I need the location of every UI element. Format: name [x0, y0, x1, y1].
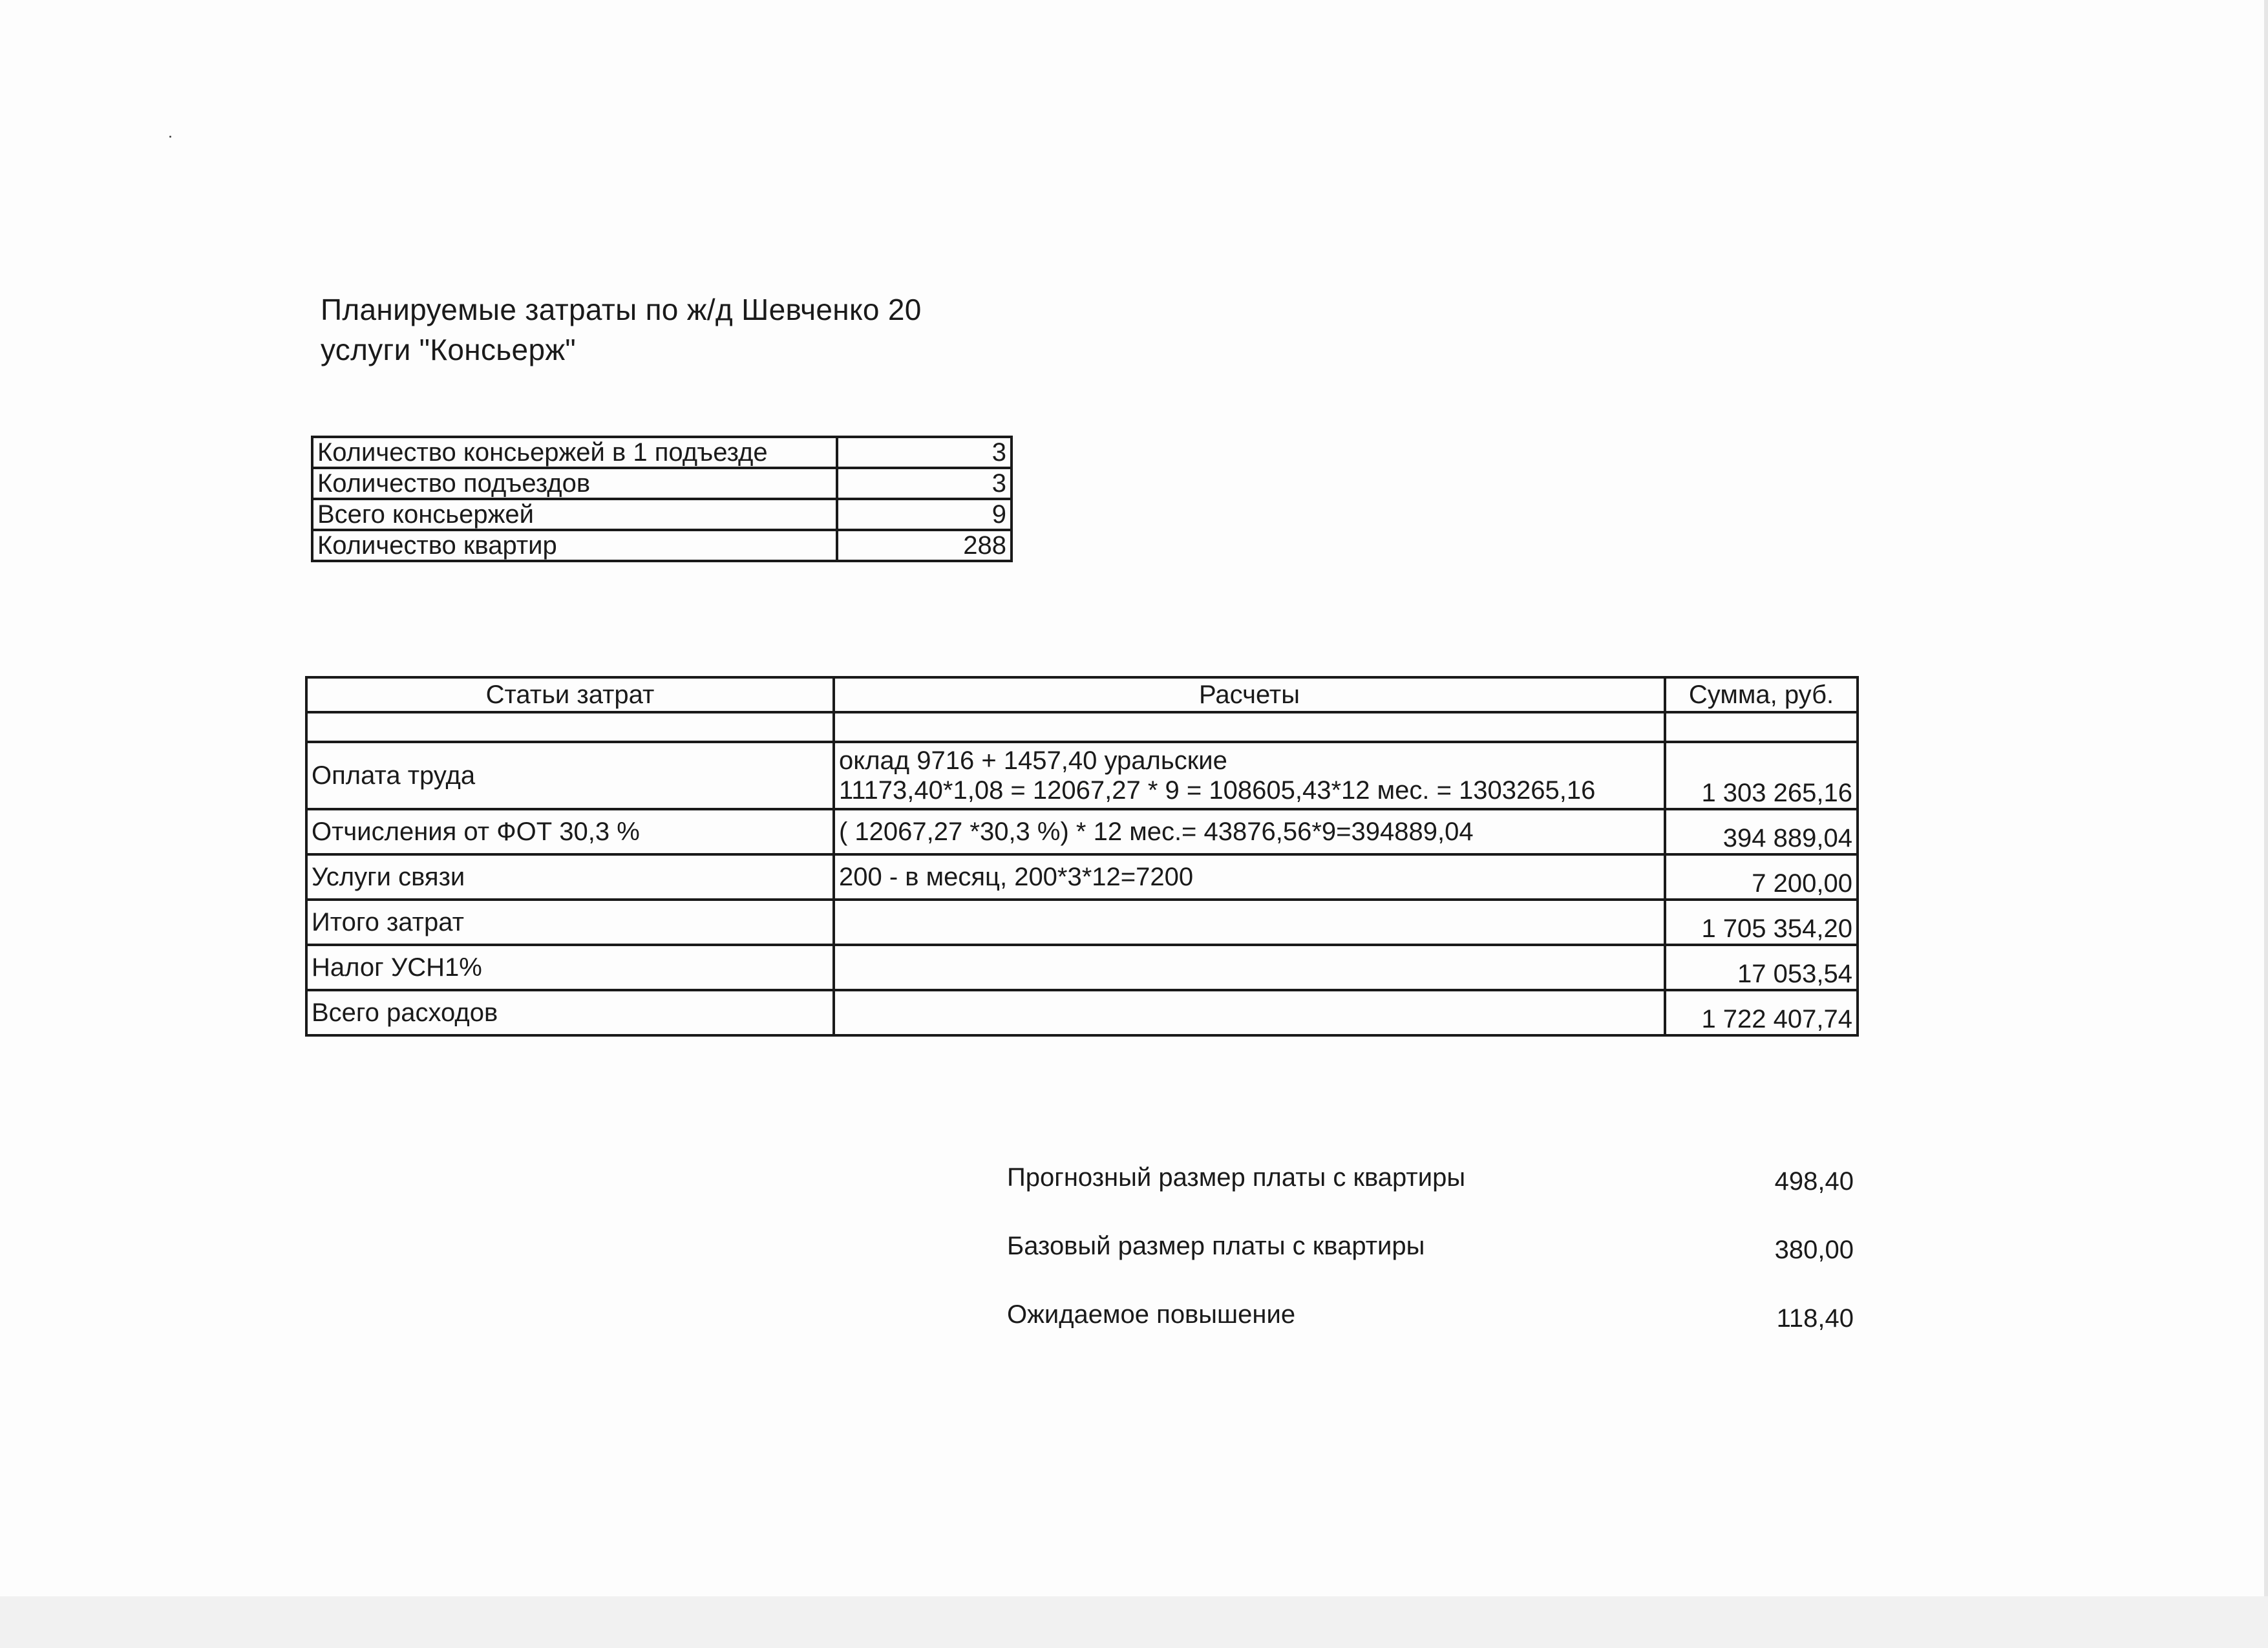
cost-calculation [834, 945, 1665, 990]
summary-label: Базовый размер платы с квартиры [1007, 1232, 1425, 1260]
cost-table [305, 676, 1859, 1037]
cost-sum: 1 722 407,74 [1665, 990, 1858, 1035]
cost-item: Оплата труда [306, 742, 834, 809]
calc-line-2: 11173,40*1,08 = 12067,27 * 9 = 108605,43*12 мес. = 1303265,16 [839, 776, 1596, 805]
cost-sum: 17 053,54 [1665, 945, 1858, 990]
page-edge-right [2264, 0, 2268, 1596]
cost-item: Налог УСН1% [306, 945, 834, 990]
cost-sum: 1 705 354,20 [1665, 900, 1858, 945]
cost-calculation [834, 742, 1665, 809]
summary-value: 380,00 [1774, 1236, 1854, 1264]
table-row [306, 945, 1858, 990]
table-row [306, 809, 1858, 854]
summary-label: Прогнозный размер платы с квартиры [1007, 1163, 1466, 1192]
table-row [306, 990, 1858, 1035]
table-row [306, 854, 1858, 900]
summary-value: 118,40 [1776, 1304, 1854, 1333]
summary-row [1007, 1300, 1854, 1369]
cost-item: Услуги связи [306, 854, 834, 900]
page-edge-bottom [0, 1596, 2268, 1648]
table-row [306, 742, 1858, 809]
cost-table-header [306, 677, 1858, 712]
summary-row [1007, 1163, 1854, 1232]
params-row [312, 530, 1012, 561]
summary-value: 498,40 [1774, 1167, 1854, 1196]
params-row [312, 437, 1012, 468]
calc-line-1: оклад 9716 + 1457,40 уральские [839, 746, 1227, 775]
summary-row [1007, 1232, 1854, 1300]
param-value: 288 [837, 530, 1012, 561]
param-value: 3 [837, 468, 1012, 499]
document-title [321, 290, 922, 370]
title-line-2: услуги "Консьерж" [321, 333, 577, 366]
cost-calculation: ( 12067,27 *30,3 %) * 12 мес.= 43876,56*9=394889,04 [834, 809, 1665, 854]
title-line-1: Планируемые затраты по ж/д Шевченко 20 [321, 293, 922, 326]
params-row [312, 499, 1012, 530]
cost-sum: 7 200,00 [1665, 854, 1858, 900]
header-calculations: Расчеты [834, 677, 1665, 712]
param-value: 9 [837, 499, 1012, 530]
cost-item: Всего расходов [306, 990, 834, 1035]
cost-sum: 394 889,04 [1665, 809, 1858, 854]
cost-calculation [834, 990, 1665, 1035]
payment-summary [1007, 1163, 1854, 1369]
param-label: Количество подъездов [312, 468, 837, 499]
param-label: Всего консьержей [312, 499, 837, 530]
param-label: Количество консьержей в 1 подъезде [312, 437, 837, 468]
table-row [306, 900, 1858, 945]
scan-speck [169, 136, 171, 138]
cost-table-header-spacer [306, 712, 1858, 742]
param-value: 3 [837, 437, 1012, 468]
cost-calculation [834, 900, 1665, 945]
header-sum: Сумма, руб. [1665, 677, 1858, 712]
param-label: Количество квартир [312, 530, 837, 561]
cost-calculation: 200 - в месяц, 200*3*12=7200 [834, 854, 1665, 900]
header-cost-items: Статьи затрат [306, 677, 834, 712]
cost-item: Итого затрат [306, 900, 834, 945]
parameters-table [311, 436, 1013, 562]
cost-sum: 1 303 265,16 [1665, 742, 1858, 809]
summary-label: Ожидаемое повышение [1007, 1300, 1296, 1329]
params-row [312, 468, 1012, 499]
cost-item: Отчисления от ФОТ 30,3 % [306, 809, 834, 854]
